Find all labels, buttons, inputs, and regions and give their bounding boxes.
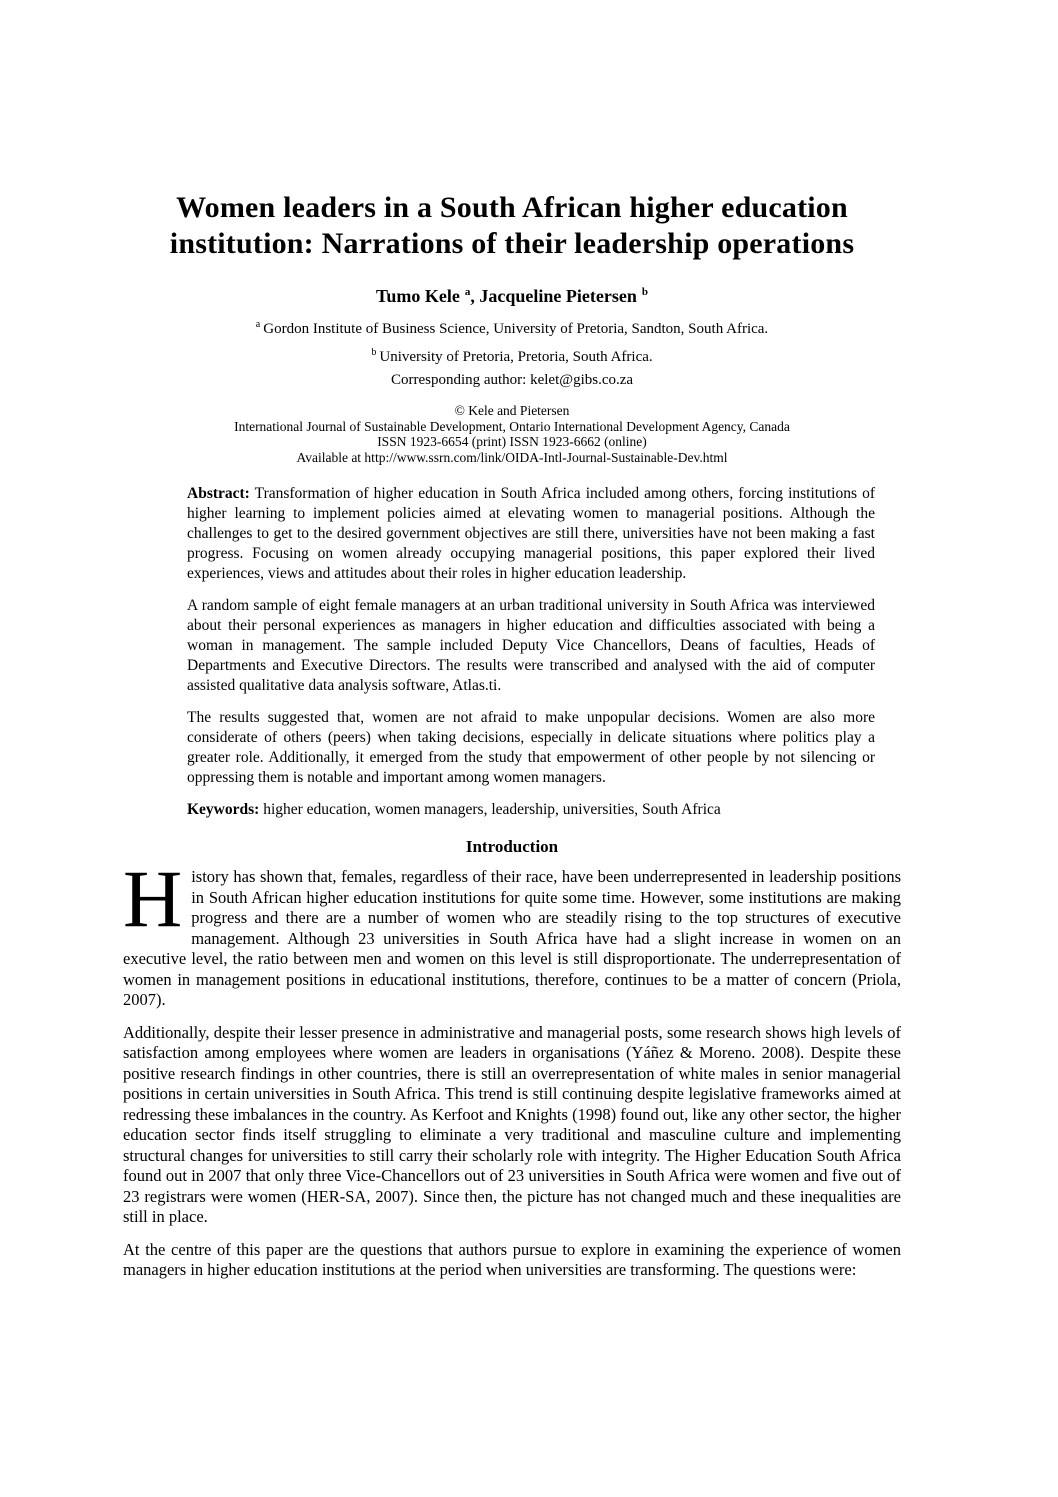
affiliation-a-mark: a — [255, 319, 261, 330]
abstract-paragraph-1-text: Transformation of higher education in South Africa included among others, forcing institutions of higher learning to implement policies aimed at elevating women to managerial positions. Although the challenges to get to the desired government objectives are still there, universities have not been making a fast progress. Focusing on women already occupying managerial positions, this paper explored their lived experiences, views and attitudes about their roles in higher education leadership. — [187, 485, 875, 582]
abstract-section — [187, 484, 875, 820]
journal-imprint — [123, 403, 901, 465]
keywords-text: higher education, women managers, leadership, universities, South Africa — [263, 801, 721, 818]
keywords-label: Keywords: — [187, 801, 260, 818]
affiliation-b-text: University of Pretoria, Pretoria, South Africa. — [379, 349, 653, 365]
author-1: Tumo Kele — [376, 286, 460, 306]
introduction-paragraph-1 — [123, 853, 901, 1011]
abstract-label: Abstract: — [187, 485, 250, 502]
copyright-line: © Kele and Pietersen — [454, 403, 570, 418]
title-line-1: Women leaders in a South African higher education — [176, 191, 848, 224]
introduction-paragraph-1-text: istory has shown that, females, regardless of their race, have been underrepresented in leadership positions in South African higher education institutions for quite some time. However, some institutions are making progress and there are a number of women who are steadily rising to the top structures of executive management. Although 23 universities in South Africa have had a slight increase in women on an executive level, the ratio between men and women on this level is still disproportionate. The underrepresentation of women in management positions in educational institutions, therefore, continues to be a matter of concern (Priola, 2007). — [123, 867, 901, 1009]
drop-cap: H — [123, 853, 183, 944]
affiliation-a — [123, 313, 901, 341]
introduction-paragraph-3: At the centre of this paper are the questions that authors pursue to explore in examining the experience of women managers in higher education institutions at the period when universities are transforming. The questions were: — [123, 1239, 901, 1279]
affiliation-b — [123, 341, 901, 369]
affiliations — [123, 313, 901, 392]
author-2-affiliation-mark: b — [641, 286, 648, 298]
issn-line: ISSN 1923-6654 (print) ISSN 1923-6662 (online) — [377, 434, 647, 449]
journal-name-line: International Journal of Sustainable Development, Ontario International Development Agency, Canada — [234, 418, 790, 434]
introduction-heading: Introduction — [465, 837, 559, 856]
abstract-paragraph-1 — [187, 484, 875, 584]
availability-line: Available at http://www.ssrn.com/link/OIDA-Intl-Journal-Sustainable-Dev.html — [296, 449, 728, 465]
paper-content — [123, 190, 901, 1293]
authors-separator: , — [470, 286, 480, 306]
paper-title — [123, 190, 901, 262]
author-2: Jacqueline Pietersen — [479, 286, 637, 306]
introduction-paragraph-2: Additionally, despite their lesser presence in administrative and managerial posts, some research shows high levels of satisfaction among employees where women are leaders in organisations (Yáñez & Moreno. 2008). Despite these positive research findings in other countries, there is still an overrepresentation of white males in senior managerial positions in certain universities in South Africa. This trend is still continuing despite legislative frameworks aimed at redressing these imbalances in the country. As Kerfoot and Knights (1998) found out, like any other sector, the higher education sector finds itself struggling to eliminate a very traditional and masculine culture and implementing structural changes for universities to still carry their scholarly role with integrity. The Higher Education South Africa found out in 2007 that only three Vice-Chancellors out of 23 universities in South Africa were women and five out of 23 registrars were women (HER-SA, 2007). Since then, the picture has not changed much and these inequalities are still in place. — [123, 1022, 901, 1226]
title-line-2: institution: Narrations of their leadership operations — [169, 227, 855, 260]
corresponding-author-line: Corresponding author: kelet@gibs.co.za — [390, 372, 634, 388]
authors-line — [123, 282, 901, 307]
affiliation-b-mark: b — [371, 347, 377, 358]
affiliation-a-text: Gordon Institute of Business Science, University of Pretoria, Sandton, South Africa. — [263, 321, 769, 337]
author-1-affiliation-mark: a — [464, 286, 471, 298]
abstract-paragraph-3: The results suggested that, women are not afraid to make unpopular decisions. Women are also more considerate of others (peers) when taking decisions, especially in delicate situations where politics play a greater role. Additionally, it emerged from the study that empowerment of other people by not silencing or oppressing them is notable and important among women managers. — [187, 709, 875, 786]
keywords-line — [187, 800, 875, 820]
abstract-paragraph-2: A random sample of eight female managers at an urban traditional university in South Africa was interviewed about their personal experiences as managers in higher education and difficulties associated with being a woman in management. The sample included Deputy Vice Chancellors, Deans of faculties, Heads of Departments and Executive Directors. The results were transcribed and analysed with the aid of computer assisted qualitative data analysis software, Atlas.ti. — [187, 597, 875, 694]
